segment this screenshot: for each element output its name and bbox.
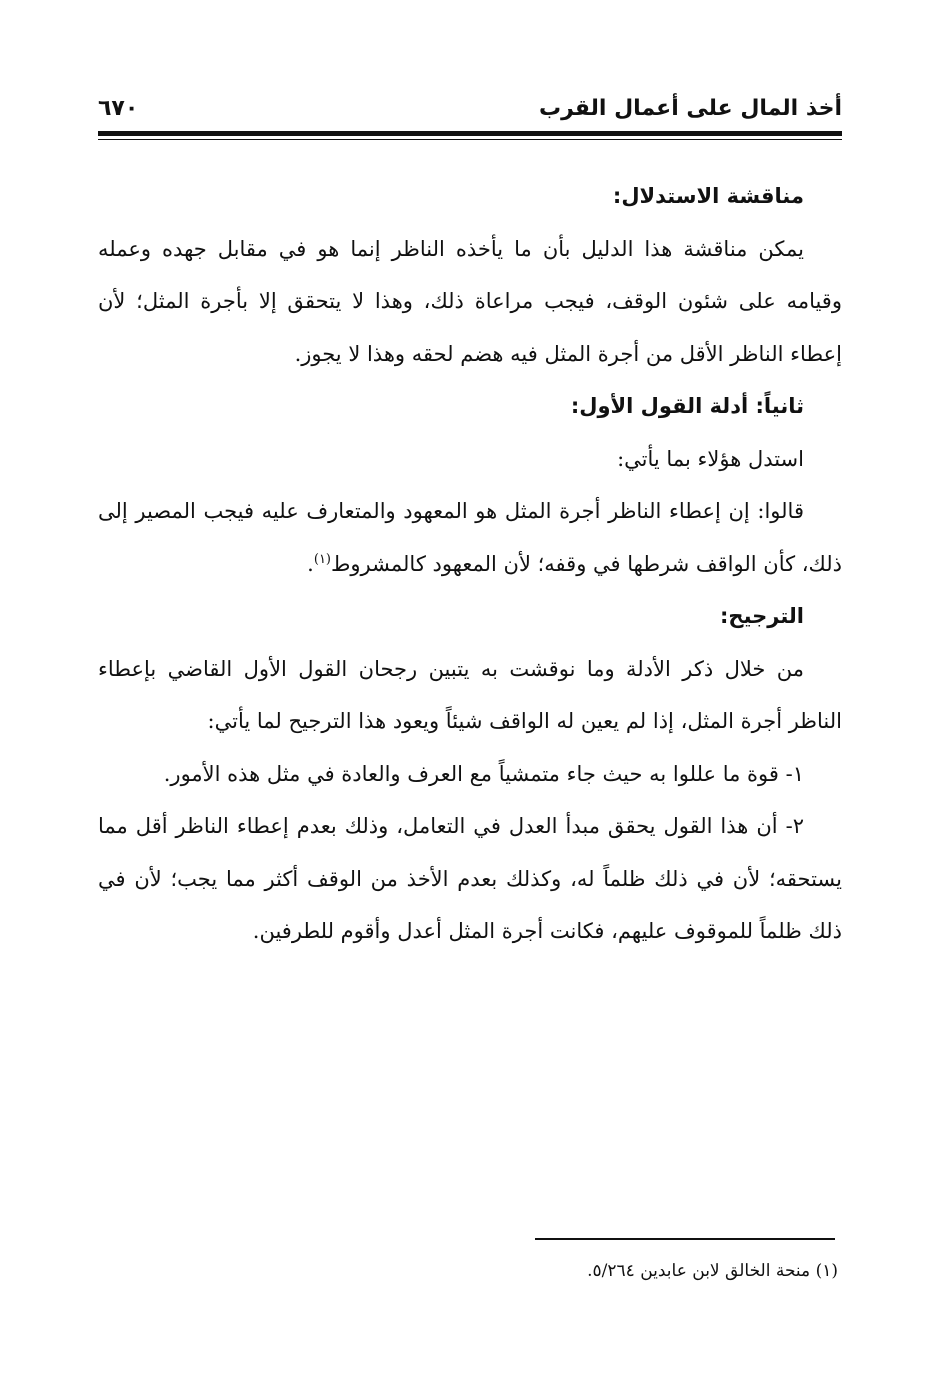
body-text [98,170,842,958]
list-item-reason-2: ٢- أن هذا القول يحقق مبدأ العدل في التعامل، وذلك بعدم إعطاء الناظر أقل مما يستحقه؛ لأن في ذلك ظلماً له، وكذلك بعدم الأخذ من الوقف أكثر مما يجب؛ لأن في ذلك ظلماً للموقوف عليهم، فكانت أجرة المثل أعدل وأقوم للطرفين. [98,814,842,943]
paragraph-evidence-intro: استدل هؤلاء بما يأتي: [617,446,804,471]
footnote: (١) منحة الخالق لابن عابدين ٥/٢٦٤. [587,1261,838,1281]
running-title: أخذ المال على أعمال القرب [538,96,842,121]
paragraph-discussion: يمكن مناقشة هذا الدليل بأن ما يأخذه الناظر إنما هو في مقابل جهده وعمله وقيامه على شئون الوقف، فيجب مراعاة ذلك، وهذا لا يتحقق إلا بأجرة المثل؛ لأن إعطاء الناظر الأقل من أجرة المثل فيه هضم لحقه وهذا لا يجوز. [98,236,842,366]
paragraph-preference-intro: من خلال ذكر الأدلة وما نوقشت به يتبين رجحان القول الأول القاضي بإعطاء الناظر أجرة المثل، إذا لم يعين له الواقف شيئاً ويعود هذا الترجيح لما يأتي: [98,656,842,733]
paragraph-evidence-statement: قالوا: إن إعطاء الناظر أجرة المثل هو المعهود والمتعارف عليه فيجب المصير إلى ذلك، كأن الواقف شرطها في وقفه؛ لأن المعهود كالمشروط$^{(١)}$. [98,499,842,576]
section-heading-preference: الترجيح: [720,604,804,628]
header-rule-thick [98,131,842,136]
section-heading-evidence: ثانياً: أدلة القول الأول: [570,394,804,418]
footnote-marker: (١) [313,551,331,567]
header-rule-thin [98,139,842,140]
page-number: ٦٧٠ [98,96,139,121]
section-heading-discussion: مناقشة الاستدلال: [612,184,804,208]
running-header [98,92,842,128]
list-item-reason-1: ١- قوة ما عللوا به حيث جاء متمشياً مع العرف والعادة في مثل هذه الأمور. [163,761,804,786]
footnote-separator [535,1238,835,1240]
